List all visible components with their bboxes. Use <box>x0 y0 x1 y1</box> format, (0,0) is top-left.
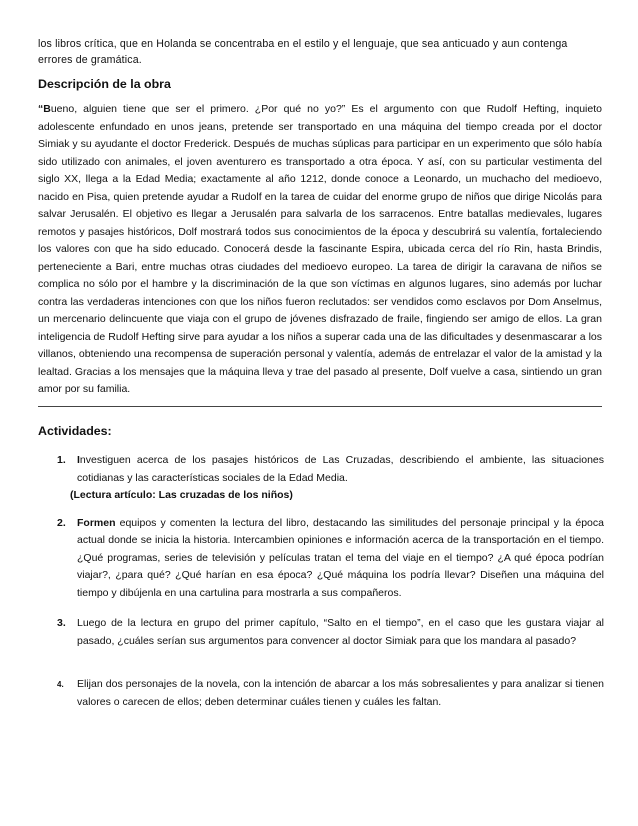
description-lead-quote: “ <box>38 103 44 115</box>
intro-paragraph: los libros crítica, que en Holanda se concentraba en el estilo y el lenguaje, que sea anticuado y aun contenga errores de gramática. <box>38 38 568 66</box>
activity-text: Elijan dos personajes de la novela, con la intención de abarcar a los más sobresalientes y para analizar si tienen valores o carecen de ellos; deben determinar cuáles tienen y cuáles les faltan. <box>77 678 604 708</box>
activity-number: 2. <box>57 516 66 529</box>
description-paragraph <box>38 101 602 399</box>
activity-text: nvestiguen acerca de los pasajes históricos de Las Cruzadas, describiendo el ambiente, las situaciones cotidianas y las características sociales de la Edad Media. <box>77 454 604 484</box>
activity-number: 4. <box>57 680 64 689</box>
activity-lead: I <box>77 454 80 466</box>
section-divider <box>38 406 602 407</box>
activity-lead: Formen <box>77 516 116 529</box>
activities-list <box>38 452 604 711</box>
activity-text: Luego de la lectura en grupo del primer capítulo, “Salto en el tiempo”, en el caso que les gustara viajar al pasado, ¿cuáles serían sus argumentos para convencer al doctor Simiak para que los mandara al pasado? <box>77 617 604 647</box>
activity-number: 1. <box>57 454 66 466</box>
activities-heading: Actividades: <box>38 424 112 438</box>
activity-text: equipos y comenten la lectura del libro, destacando las similitudes del personaje principal y la época actual donde se inicia la historia. Intercambien opiniones e información acerca de la transportación en el tiempo. ¿Qué programas, series de televisión y películas tratan el tema del viaje en el tiempo? ¿A qué época podrían viajar?, ¿para qué? ¿Qué harían en esa época? ¿Qué máquina los podría llevar? Diseñen una máquina del tiempo y dibújenla en una cartulina para mostrarla a sus compañeros. <box>77 516 604 599</box>
activity-item <box>38 615 604 650</box>
activity-item <box>38 676 604 711</box>
description-lead-letter: B <box>43 103 51 115</box>
activity-number: 3. <box>57 617 66 629</box>
activity-reading-note: (Lectura artículo: Las cruzadas de los niños) <box>70 489 293 501</box>
description-heading: Descripción de la obra <box>38 77 171 91</box>
activity-item <box>38 452 604 505</box>
description-body: ueno, alguien tiene que ser el primero. ¿Por qué no yo?” Es el argumento con que Rudolf Hefting, inquieto adolescente enfundado en unos jeans, pretende ser transportado en una máquina del tiempo creada por el doctor Simiak y su ayudante el doctor Frederick. Después de muchas súplicas para participar en un experimento que sólo había sido utilizado con animales, el joven aventurero es transportado a otra época. Y así, con su particular vestimenta del siglo XX, llega a la Edad Media; exactamente al año 1212, donde conoce a Leonardo, un muchacho del medioevo, nacido en Pisa, quien pretende ayudar a Rudolf en la tarea de cuidar del enorme grupo de niños que dirige Nicolás para salvar Jerusalén. El objetivo es llegar a Jerusalén para salvarla de los sarracenos. Entre batallas medievales, lugares remotos y pasajes históricos, Dolf mostrará todos sus conocimientos de la época y descubrirá su valentía, fortaleciendo los valores con que ha sido educado. Conocerá desde la fascinante Espira, ubicada cerca del río Rin, hasta Brindis, perteneciente a Bari, entre muchas otras ciudades del medioevo europeo. La tarea de dirigir la caravana de niños se complica no sólo por el hambre y la discriminación de la que son víctimas en algunos lugares, sino además por luchar contra las verdaderas intenciones con que los niños fueron reclutados: ser vendidos como esclavos por Dom Anselmus, un mercenario delincuente que viaja con el grupo de jóvenes disfrazado de fraile, fingiendo ser amigo de ellos. La gran inteligencia de Rudolf Hefting sirve para ayudar a los niños a superar cada una de las dificultades y desenmascarar a los villanos, obteniendo una recompensa de superación personal y valentía, además de entrelazar el valor de la amistad y la lealtad. Gracias a los mensajes que la máquina lleva y trae del pasado al presente, Dolf vuelve a casa, sintiendo un gran amor por su familia. <box>38 103 602 395</box>
activity-item <box>38 515 604 603</box>
